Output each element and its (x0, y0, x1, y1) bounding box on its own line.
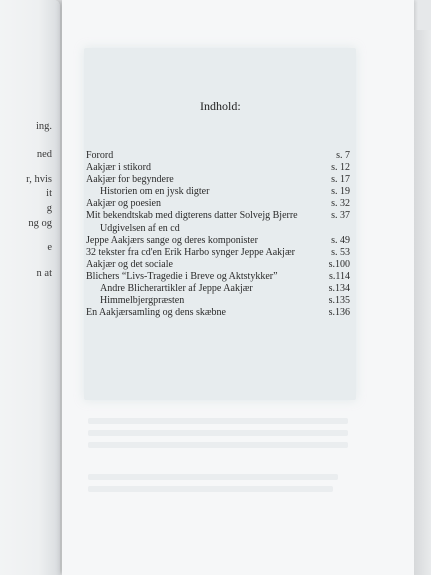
left-page-text: ing. (35, 121, 52, 132)
toc-subentry (86, 295, 350, 307)
left-page-text: e (47, 242, 52, 253)
toc-entry-title: Forord (86, 150, 114, 161)
toc-entry-title: Blichers “Livs-Tragedie i Breve og Aktstykker” (86, 270, 278, 282)
toc-entry-title: 32 tekster fra cd'en Erik Harbo synger Jeppe Aakjær (86, 246, 295, 258)
toc-entry-page: s. 49 (331, 234, 350, 246)
left-page-text: g (46, 203, 52, 214)
toc-entry (86, 271, 350, 283)
toc-heading-text: Indhold: (200, 99, 241, 113)
toc-entry-page: s. 53 (331, 246, 350, 258)
left-page-text: ng og (28, 218, 52, 229)
toc-entry-title: Mit bekendtskab med digterens datter Solvejg Bjerre (86, 210, 298, 222)
toc-entry-title: Himmelbjergpræsten (100, 295, 185, 307)
toc-entry-page: s. 17 (331, 174, 350, 186)
toc-entry-title: En Aakjærsamling og dens skæbne (86, 307, 226, 319)
toc-subentry (86, 186, 350, 198)
left-page-text: n at (36, 268, 52, 279)
toc-entry-page: s.114 (328, 270, 350, 282)
toc-entry-page: s.134 (328, 283, 350, 295)
toc-entry (86, 235, 350, 247)
toc-entry-page: s.100 (328, 258, 350, 270)
show-through-text (88, 418, 348, 424)
toc-entry-page: s. 37 (331, 210, 350, 222)
show-through-text (88, 442, 348, 448)
toc-subentry (86, 283, 350, 295)
toc-entry-page: s. 12 (331, 162, 350, 174)
left-page-text: ned (36, 149, 52, 160)
left-page-text: r, hvis (26, 174, 52, 185)
page-edge (414, 30, 431, 575)
show-through-text (88, 474, 338, 480)
toc-entry-title: Aakjær for begyndere (86, 174, 174, 186)
toc-entry-title: Historien om en jysk digter (100, 186, 210, 198)
toc-entry (86, 210, 350, 222)
toc-subentry (86, 223, 350, 235)
toc-entry-title: Jeppe Aakjærs sange og deres komponister (86, 234, 258, 246)
table-of-contents (86, 150, 350, 319)
toc-entry-title: Aakjær i stikord (86, 162, 151, 174)
toc-entry-page: s.135 (328, 295, 350, 307)
toc-entry (86, 198, 350, 210)
toc-entry (86, 150, 350, 162)
toc-entry (86, 307, 350, 319)
toc-entry (86, 162, 350, 174)
toc-entry-page: s. 32 (331, 198, 350, 210)
toc-entry-title: Udgivelsen af en cd (100, 222, 180, 234)
show-through-text (88, 430, 348, 436)
left-page-text: it (46, 188, 52, 199)
toc-entry-page: s. 19 (331, 186, 350, 198)
toc-entry (86, 174, 350, 186)
toc-entry-page: s.136 (328, 307, 350, 319)
toc-entry-page: s. 7 (336, 150, 350, 161)
show-through-text (88, 486, 333, 492)
toc-entry (86, 247, 350, 259)
toc-entry-title: Aakjær og poesien (86, 198, 161, 210)
toc-entry-title: Andre Blicherartikler af Jeppe Aakjær (100, 283, 253, 295)
toc-entry-title: Aakjær og det sociale (86, 258, 173, 270)
left-page (0, 0, 60, 575)
toc-entry (86, 259, 350, 271)
